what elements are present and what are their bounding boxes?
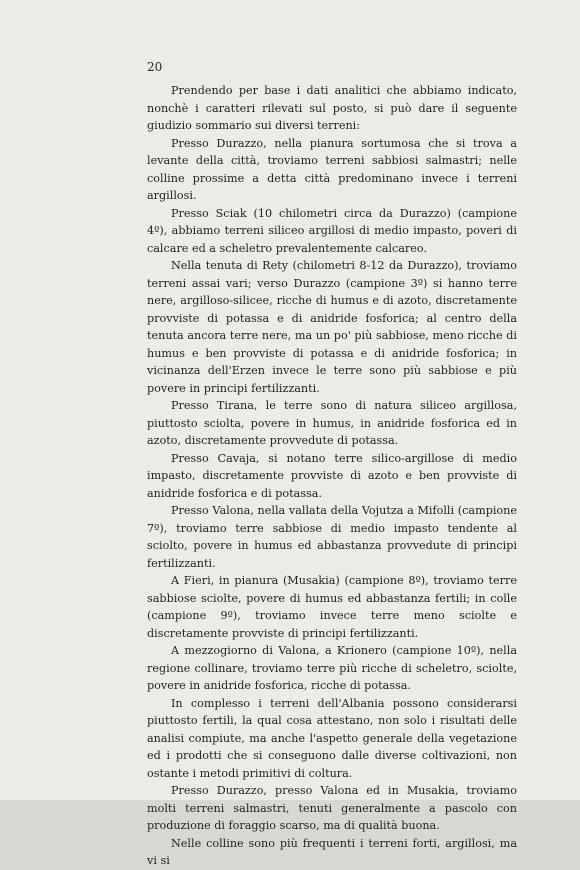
- paragraph-intro: Prendendo per base i dati analitici che abbiamo indicato, nonchè i caratteri rilevati sul posto, si può dare il seguente giudizio sommario sui diversi terreni:: [147, 84, 517, 132]
- paragraph-durazzo: Presso Durazzo, nella pianura sortumosa che si trova a levante della città, troviamo terreni sabbiosi salmastri; nelle colline prossime a detta città predominano invece i terreni argillosi.: [147, 136, 517, 202]
- paragraph-salt-soils: Presso Durazzo, presso Valona ed in Musakia, troviamo molti terreni salmastri, tenuti generalmente a pascolo con produzione di foraggio scarso, ma di qualità buona.: [147, 784, 517, 832]
- paragraph-tirana: Presso Tirana, le terre sono di natura siliceo argillosa, piuttosto sciolta, povere in humus, in anidride fosforica ed in azoto, discretamente provvedute di potassa.: [147, 399, 517, 447]
- paragraph-valona: Presso Valona, nella vallata della Vojutza a Mifolli (campione 7º), troviamo terre sabbiose di medio impasto tendente al sciolto, povere in humus ed abbastanza provvedute di principi fertilizzanti.: [147, 504, 517, 570]
- paragraph-sciak: Presso Sciak (10 chilometri circa da Durazzo) (campione 4º), abbiamo terreni siliceo argillosi di medio impasto, poveri di calcare ed a scheletro prevalentemente calcareo.: [147, 206, 517, 255]
- paragraph-cavaja: Presso Cavaja, si notano terre silico-argillose di medio impasto, discretamente provviste di azoto e ben provviste di anidride fosforica e di potassa.: [147, 451, 517, 500]
- paragraph-hills: Nelle colline sono più frequenti i terreni forti, argillosi, ma vi si: [147, 836, 517, 867]
- paragraph-summary: In complesso i terreni dell'Albania possono considerarsi piuttosto fertili, la qual cosa attestano, non solo i risultati delle analisi compiute, ma anche l'aspetto generale della vegetazione ed i prodotti che si conseguono dalle diverse coltivazioni, non ostante i metodi primitivi di coltura.: [147, 696, 517, 780]
- paragraph-fieri: A Fieri, in pianura (Musakia) (campione 8º), troviamo terre sabbiose sciolte, povere di humus ed abbastanza fertili; in colle (campione 9º), troviamo invece terre meno sciolte e discretamente provviste di principi fertilizzanti.: [147, 574, 517, 640]
- body-text: [147, 82, 517, 870]
- paragraph-rety: Nella tenuta di Rety (chilometri 8-12 da Durazzo), troviamo terreni assai vari; verso Durazzo (campione 3º) si hanno terre nere, argilloso-silicee, ricche di humus e di azoto, discretamente provviste di potassa e di anidride fosforica; al centro della tenuta ancora terre nere, ma un po' più sabbiose, meno ricche di humus e ben provviste di potassa e di anidride fosforica; in vicinanza dell'Erzen invece le terre sono più sabbiose e più povere in principi fertilizzanti.: [147, 259, 517, 395]
- paragraph-krionero: A mezzogiorno di Valona, a Krionero (campione 10º), nella regione collinare, troviamo terre più ricche di scheletro, sciolte, povere in anidride fosforica, ricche di potassa.: [147, 644, 517, 692]
- page-number: 20: [147, 60, 163, 74]
